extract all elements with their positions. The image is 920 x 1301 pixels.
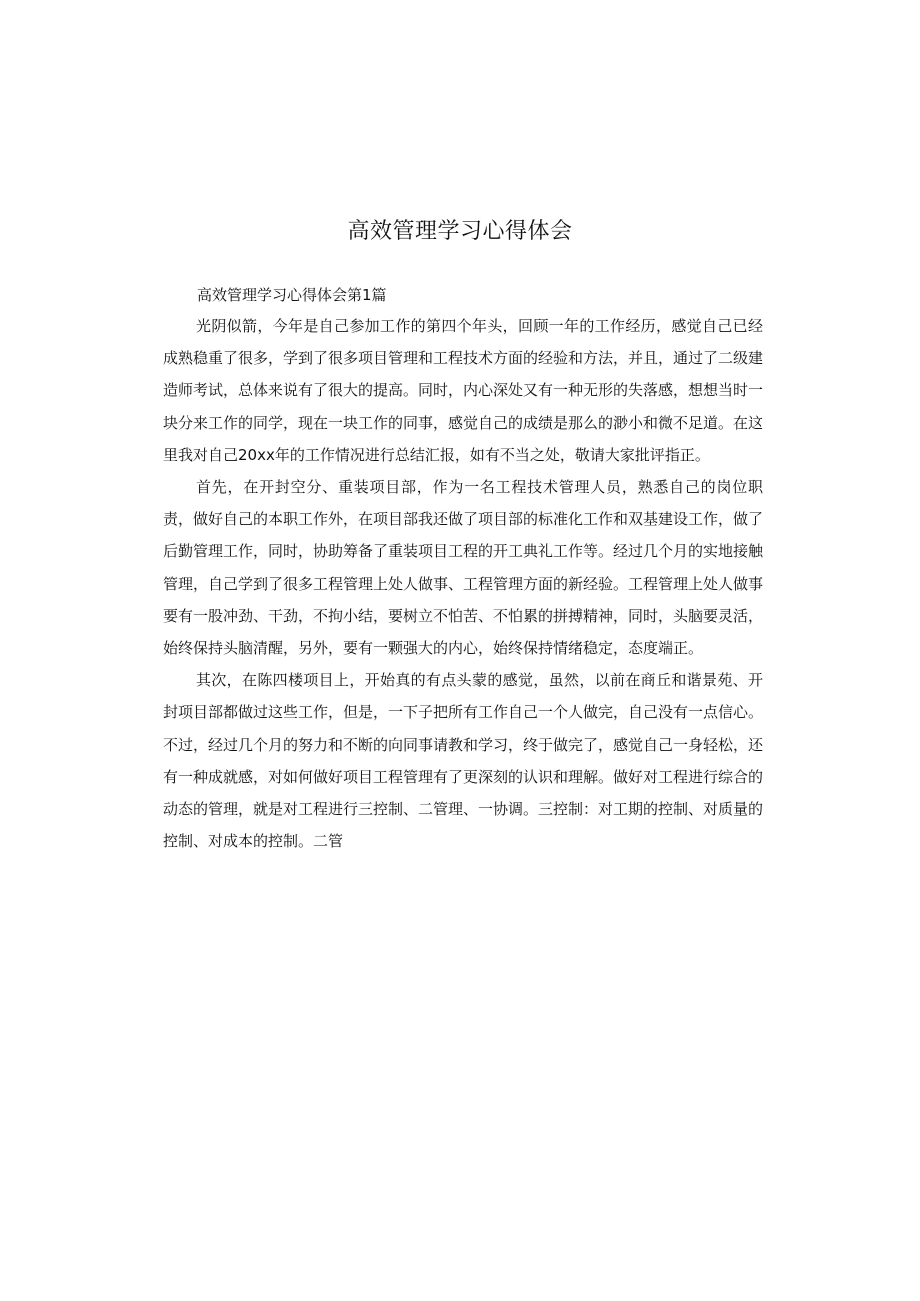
paragraph-1: 光阴似箭，今年是自己参加工作的第四个年头，回顾一年的工作经历，感觉自己已经成熟稳重了很多，学到了很多项目管理和工程技术方面的经验和方法，并且，通过了二级建造师考试，总体来说有了很大的提高。同时，内心深处又有一种无形的失落感，想想当时一块分来工作的同学，现在一块工作的同事，感觉自己的成绩是那么的渺小和微不足道。在这里我对自己20xx年的工作情况进行总结汇报，如有不当之处，敬请大家批评指正。: [163, 317, 764, 464]
document-title: 高效管理学习心得体会: [347, 219, 573, 244]
document-body: [163, 282, 763, 857]
section-subtitle: 高效管理学习心得体会第1篇: [197, 286, 387, 304]
paragraph-3: 其次，在陈四楼项目上，开始真的有点头蒙的感觉，虽然，以前在商丘和谐景苑、开封项目部都做过这些工作，但是，一下子把所有工作自己一个人做完，自己没有一点信心。不过，经过几个月的努力和不断的向同事请教和学习，终于做完了，感觉自己一身轻松，还有一种成就感，对如何做好项目工程管理有了更深刻的认识和理解。做好对工程进行综合的动态的管理，就是对工程进行三控制、二管理、一协调。三控制：对工期的控制、对质量的控制、对成本的控制。二管: [163, 671, 764, 851]
paragraph-2: 首先，在开封空分、重装项目部，作为一名工程技术管理人员，熟悉自己的岗位职责，做好自己的本职工作外，在项目部我还做了项目部的标准化工作和双基建设工作，做了后勤管理工作，同时，协助筹备了重装项目工程的开工典礼工作等。经过几个月的实地接触管理，自己学到了很多工程管理上处人做事、工程管理方面的新经验。工程管理上处人做事要有一股冲劲、干劲，不拘小结，要树立不怕苦、不怕累的拼搏精神，同时，头脑要灵活，始终保持头脑清醒，另外，要有一颗强大的内心，始终保持情绪稳定，态度端正。: [163, 478, 764, 658]
